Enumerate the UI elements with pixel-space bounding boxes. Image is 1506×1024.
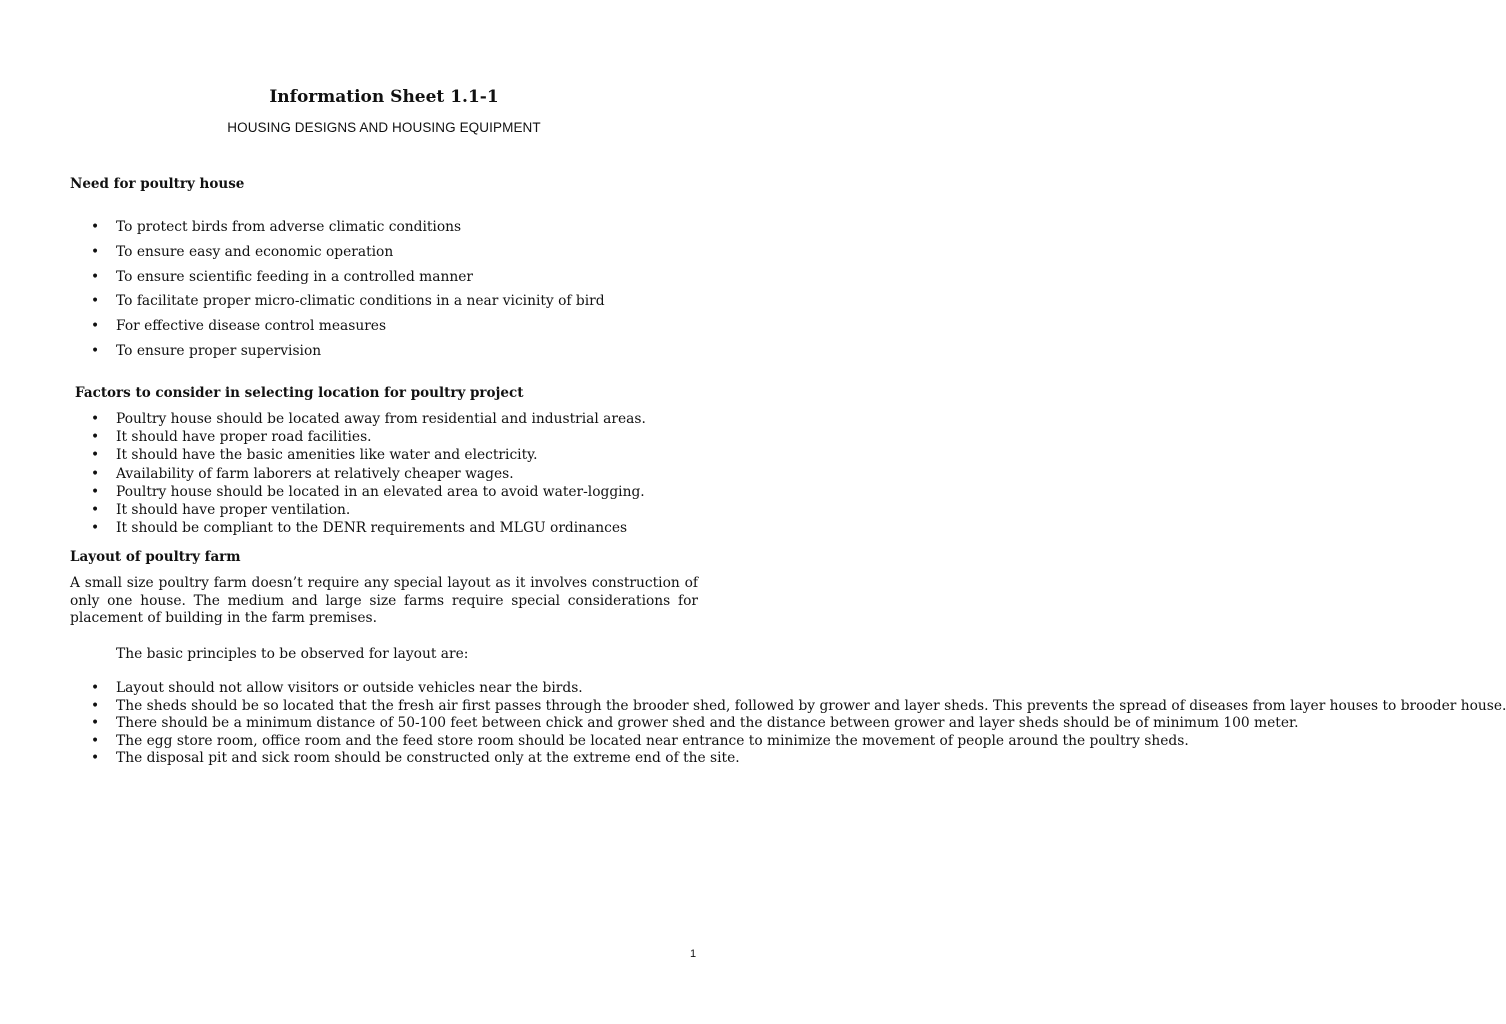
bullet-icon: • (91, 429, 100, 446)
bullet-icon: • (91, 219, 100, 235)
list-item-text: The egg store room, office room and the feed store room should be located near entrance to minimize the movement of people around the poultry sheds. (116, 732, 1189, 749)
list-item (70, 465, 646, 483)
principles-intro: The basic principles to be observed for layout are: (116, 646, 469, 662)
list-item-text: There should be a minimum distance of 50-100 feet between chick and grower shed and the distance between grower and layer sheds should be of minimum 100 meter. (116, 715, 1299, 731)
list-item-text: Availability of farm laborers at relatively cheaper wages. (116, 465, 514, 482)
list-item (70, 342, 605, 367)
need-list (70, 218, 605, 367)
bullet-icon: • (91, 411, 100, 427)
list-item (70, 428, 646, 446)
principles-list (70, 680, 1506, 768)
list-item (70, 218, 605, 243)
list-item (70, 268, 605, 293)
bullet-icon: • (91, 732, 100, 749)
bullet-icon: • (91, 680, 100, 696)
list-item-text: Poultry house should be located away from residential and industrial areas. (116, 411, 646, 427)
list-item-text: Poultry house should be located in an elevated area to avoid water-logging. (116, 483, 645, 500)
bullet-icon: • (91, 293, 100, 310)
bullet-icon: • (91, 520, 100, 537)
bullet-icon: • (91, 465, 100, 482)
bullet-icon: • (91, 447, 100, 464)
bullet-icon: • (91, 268, 100, 285)
bullet-icon: • (91, 501, 100, 518)
layout-paragraph: A small size poultry farm doesn’t require any special layout as it involves construction of only one house. The medium and large size farms require special considerations for placement of building in the farm premises. (70, 575, 698, 626)
list-item (70, 750, 740, 768)
list-item (70, 483, 646, 501)
list-item (70, 732, 1189, 751)
section-heading-layout: Layout of poultry farm (70, 549, 241, 565)
list-item-text: To ensure proper supervision (116, 342, 322, 359)
section-heading-factors: Factors to consider in selecting location for poultry project (75, 385, 524, 401)
list-item-text: To ensure scientific feeding in a controlled manner (116, 268, 474, 285)
list-item-text: The disposal pit and sick room should be constructed only at the extreme end of the site. (116, 750, 740, 766)
list-item-text: To ensure easy and economic operation (116, 243, 394, 260)
bullet-icon: • (91, 697, 100, 714)
bullet-icon: • (91, 243, 100, 260)
list-item (70, 680, 698, 698)
list-item (70, 317, 605, 342)
list-item (70, 243, 605, 268)
list-item (70, 410, 646, 428)
list-item-text: Layout should not allow visitors or outside vehicles near the birds. (116, 680, 583, 696)
bullet-icon: • (91, 750, 100, 766)
page-title: Information Sheet 1.1-1 (269, 87, 499, 107)
list-item-text: To facilitate proper micro-climatic conditions in a near vicinity of bird (116, 293, 605, 310)
list-item-text: It should have the basic amenities like water and electricity. (116, 447, 538, 464)
list-item (70, 715, 1299, 733)
list-item-text: To protect birds from adverse climatic conditions (116, 219, 462, 235)
list-item-text: It should be compliant to the DENR requirements and MLGU ordinances (116, 520, 628, 537)
bullet-icon: • (91, 318, 100, 335)
bullet-icon: • (91, 342, 100, 359)
page-number: 1 (690, 948, 697, 960)
list-item-text: For effective disease control measures (116, 318, 387, 335)
list-item (70, 697, 1506, 716)
list-item-text: It should have proper road facilities. (116, 429, 372, 446)
bullet-icon: • (91, 483, 100, 500)
list-item (70, 446, 646, 464)
section-heading-need: Need for poultry house (70, 176, 245, 192)
list-item (70, 292, 605, 317)
list-item (70, 519, 646, 537)
list-item-text: It should have proper ventilation. (116, 501, 351, 518)
list-item (70, 501, 646, 519)
factors-list (70, 410, 646, 537)
list-item-text: The sheds should be so located that the fresh air first passes through the brooder shed, followed by grower and layer sheds. This prevents the spread of diseases from layer houses to brooder house. (116, 697, 1506, 714)
page-subtitle: HOUSING DESIGNS AND HOUSING EQUIPMENT (227, 120, 541, 135)
bullet-icon: • (91, 715, 100, 731)
